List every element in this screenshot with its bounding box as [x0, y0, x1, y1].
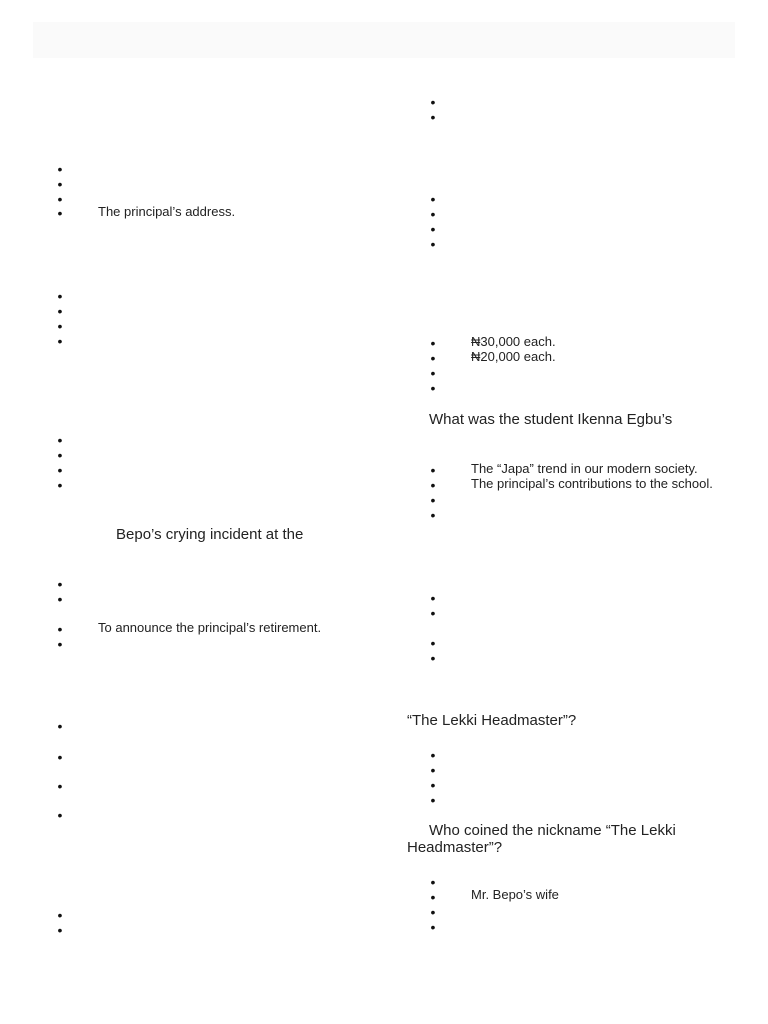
answer-option-announce-retirement: To announce the principal’s retirement. — [98, 620, 322, 635]
bullet: • — [430, 904, 436, 920]
bullet: • — [57, 477, 63, 493]
bullet: • — [430, 236, 436, 252]
bullet: • — [430, 492, 436, 508]
bullet: • — [57, 432, 63, 448]
bullet: • — [57, 176, 63, 192]
bullet: • — [57, 591, 63, 607]
question-bepo-crying: Bepo’s crying incident at the — [116, 526, 304, 543]
bullet: • — [430, 350, 436, 366]
bullet: • — [430, 109, 436, 125]
bullet: • — [57, 807, 63, 823]
bullet: • — [57, 749, 63, 765]
bullet: • — [57, 161, 63, 177]
bullet: • — [57, 636, 63, 652]
answer-option-principal-address: The principal’s address. — [98, 204, 236, 219]
bullet: • — [430, 462, 436, 478]
bullet: • — [57, 288, 63, 304]
answer-option-30000: ₦30,000 each. — [471, 334, 556, 349]
bullet: • — [430, 206, 436, 222]
bullet: • — [430, 650, 436, 666]
bullet: • — [430, 94, 436, 110]
bullet: • — [430, 221, 436, 237]
bullet: • — [57, 191, 63, 207]
bullet: • — [57, 907, 63, 923]
bullet: • — [57, 922, 63, 938]
bullet: • — [430, 507, 436, 523]
bullet: • — [57, 447, 63, 463]
answer-option-japa-trend: The “Japa” trend in our modern society. — [471, 461, 698, 476]
bullet: • — [430, 889, 436, 905]
bullet: • — [430, 380, 436, 396]
bullet: • — [430, 365, 436, 381]
answer-option-principal-contributions: The principal’s contributions to the school. — [471, 476, 713, 491]
question-ikenna-egbu: What was the student Ikenna Egbu’s — [429, 411, 673, 428]
bullet: • — [57, 303, 63, 319]
answer-option-bepo-wife: Mr. Bepo’s wife — [471, 887, 559, 902]
bullet: • — [430, 747, 436, 763]
bullet: • — [430, 762, 436, 778]
question-nickname-coiner: Who coined the nickname “The Lekki Headmaster”? — [407, 822, 676, 856]
answer-option-20000: ₦20,000 each. — [471, 349, 556, 364]
bullet: • — [57, 462, 63, 478]
bullet: • — [430, 335, 436, 351]
bullet: • — [430, 777, 436, 793]
bullet: • — [57, 205, 63, 221]
bullet: • — [57, 318, 63, 334]
top-toolbar-band — [33, 22, 735, 58]
bullet: • — [57, 718, 63, 734]
bullet: • — [57, 621, 63, 637]
bullet: • — [430, 874, 436, 890]
bullet: • — [430, 792, 436, 808]
question-lekki-headmaster: “The Lekki Headmaster”? — [407, 712, 577, 729]
bullet: • — [57, 576, 63, 592]
bullet: • — [430, 477, 436, 493]
bullet: • — [57, 333, 63, 349]
bullet: • — [430, 635, 436, 651]
bullet: • — [430, 919, 436, 935]
bullet: • — [430, 590, 436, 606]
bullet: • — [57, 778, 63, 794]
bullet: • — [430, 191, 436, 207]
bullet: • — [430, 605, 436, 621]
